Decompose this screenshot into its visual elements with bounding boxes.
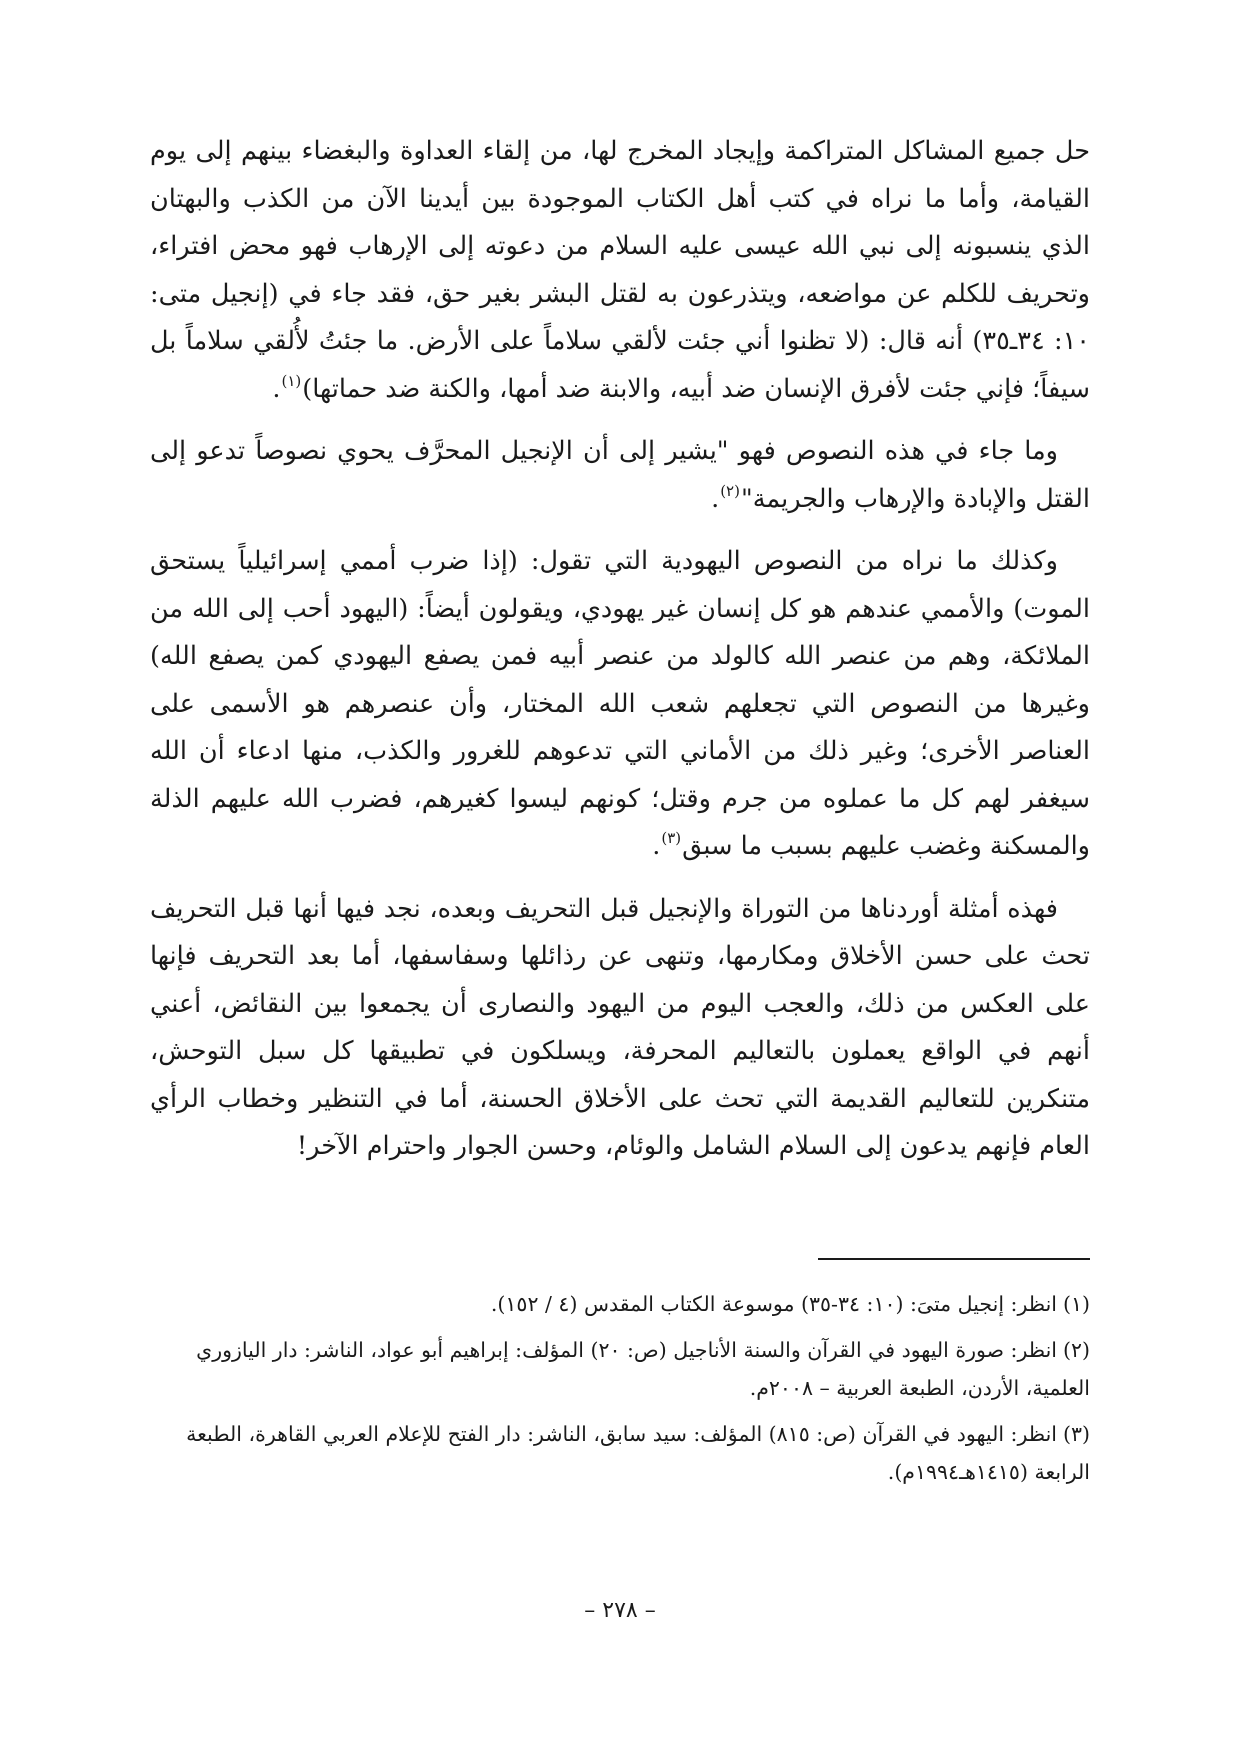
- paragraph-3: [150, 538, 1090, 874]
- footnote-text: انظر: إنجيل متىَ: (١٠: ٣٤-٣٥) موسوعة الكتاب المقدس (٤ / ١٥٢).: [490, 1292, 1057, 1316]
- paragraph-text: فهذه أمثلة أوردناها من التوراة والإنجيل قبل التحريف وبعده، نجد فيها أنها قبل التحريف تحث على حسن الأخلاق ومكارمها، وتنهى عن رذائلها وسفاسفها، أما بعد التحريف فإنها على العكس من ذلك، والعجب اليوم من اليهود والنصارى أن يجمعوا بين النقائض، أعني أنهم في الواقع يعملون بالتعاليم المحرفة، ويسلكون في تطبيقها كل سبل التوحش، متنكرين للتعاليم القديمة التي تحث على الأخلاق الحسنة، أما في التنظير وخطاب الرأي العام فإنهم يدعون إلى السلام الشامل والوئام، وحسن الجوار واحترام الآخر!: [150, 893, 1090, 1161]
- footnote-number: (٣): [1062, 1422, 1090, 1446]
- paragraph-text: .: [652, 831, 661, 861]
- footnote-reference[interactable]: (٢): [720, 481, 740, 500]
- footnote-reference[interactable]: (٣): [661, 829, 682, 847]
- footnote-1: [150, 1285, 1090, 1323]
- paragraph-text: وكذلك ما نراه من النصوص اليهودية التي تقول: (إذا ضرب أممي إسرائيلياً يستحق الموت) والأممي عندهم هو كل إنسان غير يهودي، ويقولون أيضاً: (اليهود أحب إلى الله من الملائكة، وهم من عنصر الله كالولد من عنصر أبيه فمن يصفع اليهودي كمن يصفع الله) وغيرها من النصوص التي تجعلهم شعب الله المختار، وأن عنصرهم هو الأسمى على العناصر الأخرى؛ وغير ذلك من الأماني التي تدعوهم للغرور والكذب، منها ادعاء أن الله سيغفر لهم كل ما عملوه من جرم وقتل؛ كونهم ليسوا كغيرهم، فضرب الله عليهم الذلة والمسكنة وغضب عليهم بسبب ما سبق: [150, 546, 1090, 861]
- main-text: [150, 128, 1090, 1183]
- paragraph-2: [150, 428, 1090, 526]
- paragraph-text: حل جميع المشاكل المتراكمة وإيجاد المخرج لها، من إلقاء العداوة والبغضاء بينهم إلى يوم القيامة، وأما ما نراه في كتب أهل الكتاب الموجودة بين أيدينا الآن من الكذب والبهتان الذي ينسبونه إلى نبي الله عيسى عليه السلام من دعوته إلى الإرهاب فهو محض افتراء، وتحريف للكلم عن مواضعه، ويتذرعون به لقتل البشر بغير حق، فقد جاء في (إنجيل متى: ١٠: ٣٤ـ٣٥) أنه قال: (لا تظنوا أني جئت لألقي سلاماً على الأرض. ما جئتُ لأُلقي سلاماً بل سيفاً؛ فإني جئت لأفرق الإنسان ضد أبيه، والابنة ضد أمها، والكنة ضد حماتها): [150, 136, 1091, 404]
- paragraph-4: [150, 886, 1090, 1171]
- paragraph-1: [150, 128, 1090, 416]
- footnote-3: [150, 1415, 1090, 1491]
- paragraph-text: .: [711, 483, 720, 514]
- paragraph-text: .: [272, 373, 281, 404]
- footnote-text: انظر: اليهود في القرآن (ص: ٨١٥) المؤلف: سيد سابق، الناشر: دار الفتح للإعلام العربي القاهرة، الطبعة الرابعة (١٤١٥هـ١٩٩٤م).: [186, 1422, 1090, 1484]
- page-number: – ٢٧٨ –: [584, 1598, 656, 1623]
- paragraph-text: وما جاء في هذه النصوص فهو "يشير إلى أن الإنجيل المحرَّف يحوي نصوصاً تدعو إلى القتل والإبادة والإرهاب والجريمة": [150, 436, 1090, 514]
- footnote-number: (١): [1062, 1292, 1090, 1316]
- footnote-separator: [818, 1258, 1090, 1260]
- footnote-2: [150, 1331, 1090, 1407]
- footnote-text: انظر: صورة اليهود في القرآن والسنة الأناجيل (ص: ٢٠) المؤلف: إبراهيم أبو عواد، الناشر: دار اليازوري العلمية، الأردن، الطبعة العربية – ٢٠٠٨م.: [196, 1338, 1090, 1400]
- footnote-reference[interactable]: (١): [281, 371, 302, 390]
- footnote-number: (٢): [1062, 1338, 1090, 1362]
- footnotes: [150, 1285, 1090, 1499]
